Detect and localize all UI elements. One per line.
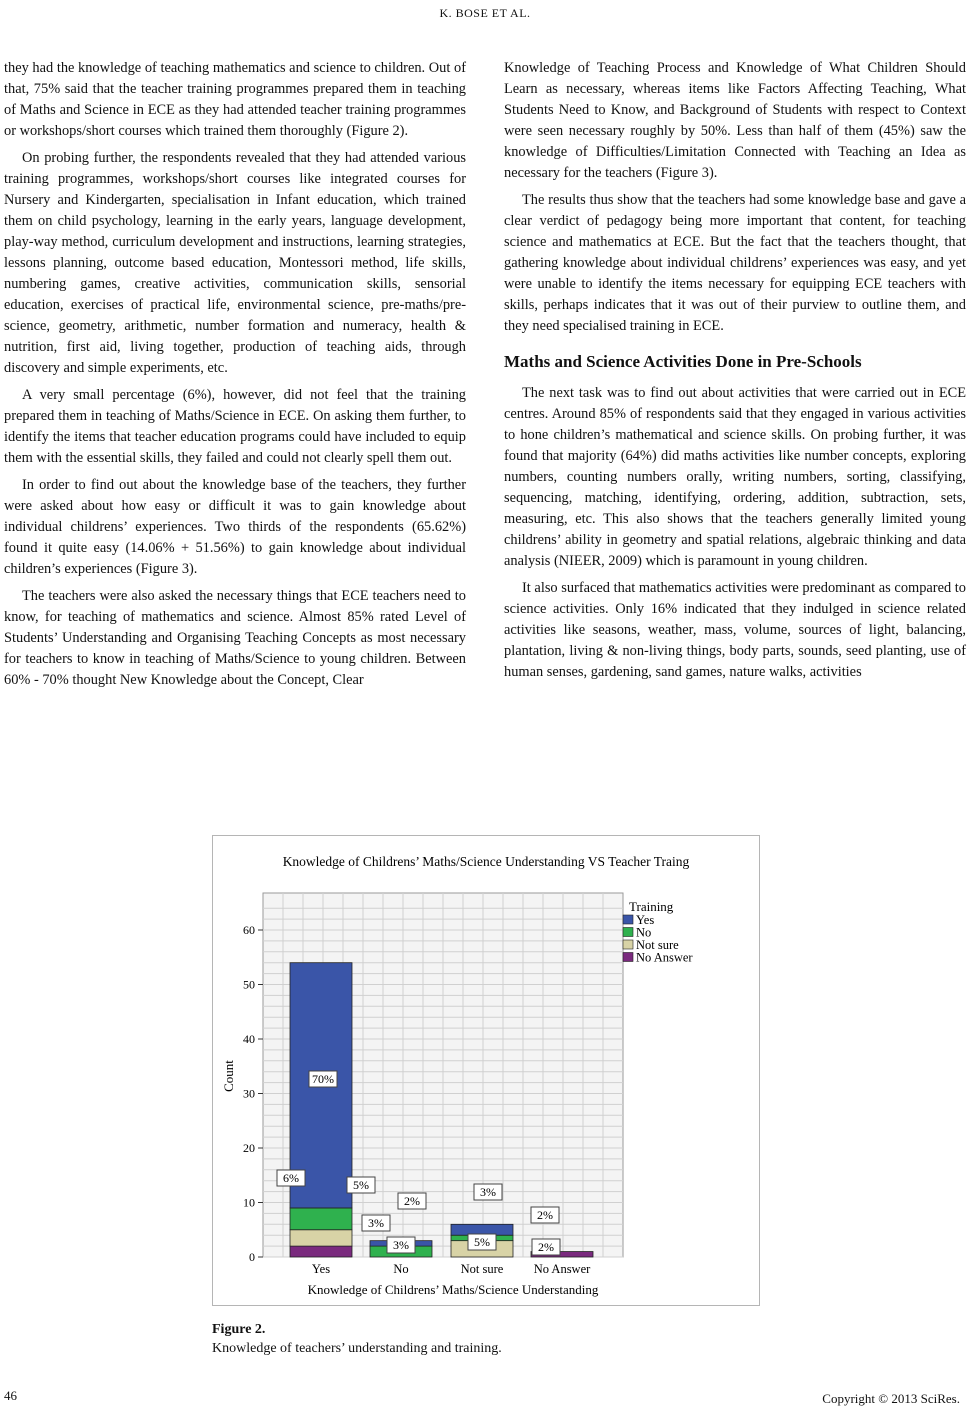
data-label: 2% bbox=[404, 1194, 420, 1208]
data-label: 5% bbox=[353, 1178, 369, 1192]
legend-label: Yes bbox=[636, 913, 655, 927]
right-paragraph-1: Knowledge of Teaching Process and Knowledge of What Children Should Learn as necessary, whereas items like Factors Affecting Teaching, What Students Need to Know, and Background of Students with respect to Context were seen necessary roughly by 50%. Less than half of them (45%) saw the knowledge of Difficulties/Limitation Connected with Teaching an Idea as necessary for the teachers (Figure 3). bbox=[504, 60, 966, 181]
data-label: 3% bbox=[480, 1185, 496, 1199]
y-tick-label: 30 bbox=[243, 1086, 255, 1101]
legend-label: No Answer bbox=[636, 950, 693, 965]
x-tick-label: No bbox=[393, 1262, 409, 1276]
x-tick-label: No Answer bbox=[533, 1262, 591, 1276]
figure-2-chart bbox=[212, 835, 760, 1306]
left-paragraph-3: A very small percentage (6%), however, did not feel that the training prepared them in teaching of Maths/Science in ECE. On asking them further, to identify the items that teacher education programs could have included to equip them with the essential skills, they failed and could not clearly spell them out. bbox=[4, 387, 466, 466]
legend-title: Training bbox=[629, 899, 674, 914]
y-tick-label: 10 bbox=[243, 1195, 255, 1210]
page-number: 46 bbox=[4, 1388, 17, 1403]
left-paragraph-1: they had the knowledge of teaching mathematics and science to children. Out of that, 75% said that the teacher training programmes prepared them in teaching of Maths and Science in ECE as they had attended teacher training programmes or workshops/short courses which trained them thoroughly (Figure 2). bbox=[4, 60, 466, 139]
y-tick-label: 50 bbox=[243, 977, 255, 992]
left-paragraph-4: In order to find out about the knowledge base of the teachers, they further were asked about how easy or difficult it was to gain knowledge about individual childrens’ experiences. Two thirds of the respondents (65.62%) found it quite easy (14.06% + 51.56%) to gain knowledge about individual children’s experiences (Figure 3). bbox=[4, 477, 466, 577]
left-paragraph-2: On probing further, the respondents revealed that they had attended various training programmes, workshops/short courses like integrated courses for Nursery and Kindergarten, specialisation in Infant education, which trained them on child psychology, learning in the early years, language development, play-way method, curriculum development and instructions, learning strategies, lessons planning, outcome based education, Montessori method, life skills, numbering games, creative activities, communication skills, sensorial education, exercises of practical life, environmental science, pre-maths/pre-science, geometry, arithmetic, number formation and numeracy, health & nutrition, first aid, living together, production of teaching aids, through discovery and simple experiments, etc. bbox=[4, 150, 466, 376]
figure-caption-text: Knowledge of teachers’ understanding and training. bbox=[212, 1341, 502, 1356]
y-tick-label: 40 bbox=[243, 1032, 255, 1046]
x-tick-label: Yes bbox=[311, 1262, 331, 1276]
bar-segment bbox=[290, 1208, 352, 1230]
right-column bbox=[504, 58, 966, 689]
y-tick-label: 60 bbox=[243, 923, 255, 937]
data-label: 3% bbox=[393, 1238, 409, 1252]
legend-swatch bbox=[623, 953, 633, 962]
figure-label: Figure 2. bbox=[212, 1322, 266, 1337]
legend-swatch bbox=[623, 928, 633, 937]
y-tick-label: 0 bbox=[249, 1250, 255, 1264]
data-label: 2% bbox=[537, 1208, 553, 1222]
data-label: 70% bbox=[312, 1072, 334, 1086]
y-tick-label: 20 bbox=[243, 1141, 255, 1155]
bar-segment bbox=[290, 1246, 352, 1257]
data-label: 5% bbox=[474, 1235, 490, 1249]
stacked-bar-chart bbox=[213, 836, 759, 1305]
bar-segment bbox=[290, 1230, 352, 1246]
right-paragraph-3: The next task was to find out about activities that were carried out in ECE centres. Around 85% of respondents said that they engaged in various activities to hone children’s mathematical and science skills. On probing further, it was found that majority (64%) did maths activities like number concepts, exploring numbers, counting numbers orally, writing numbers, sorting, classifying, sequencing, matching, identifying, ordering, addition, subtraction, sets, measuring, etc. This also shows that the teachers generally limited young childrens’ ability in geometry and spatial relations, algebraic thinking and data analysis (NIEER, 2009) which is paramount in young children. bbox=[504, 385, 966, 569]
section-heading: Maths and Science Activities Done in Pre-Schools bbox=[504, 352, 862, 371]
legend-swatch bbox=[623, 915, 633, 924]
copyright-notice: Copyright © 2013 SciRes. bbox=[822, 1391, 960, 1406]
figure-caption bbox=[212, 1320, 812, 1358]
legend-label: No bbox=[636, 925, 652, 940]
x-axis-label: Knowledge of Childrens’ Maths/Science Understanding bbox=[307, 1282, 599, 1297]
legend-swatch bbox=[623, 940, 633, 949]
data-label: 6% bbox=[283, 1171, 299, 1185]
chart-title: Knowledge of Childrens’ Maths/Science Understanding VS Teacher Traing bbox=[282, 854, 690, 869]
running-head: K. BOSE ET AL. bbox=[439, 6, 531, 20]
right-paragraph-2: The results thus show that the teachers had some knowledge base and gave a clear verdict of pedagogy being more important that content, for teaching science and mathematics at ECE. But the fact that the teachers thought, that gathering knowledge about individual childrens’ experiences was easy, and yet were unable to identify the items necessary for equipping ECE teachers with skills, perhaps indicates that it was out of their purview to outline them, and they need specialised training in ECE. bbox=[504, 192, 966, 334]
y-axis-label: Count bbox=[221, 1060, 236, 1092]
right-paragraph-4: It also surfaced that mathematics activities were predominant as compared to science activities. Only 16% indicated that they indulged in science related activities like seasons, weather, mass, volume, sources of light, balancing, plantation, living & non-living things, body parts, sounds, seed planting, use of human senses, gardening, sand games, nature walks, activities bbox=[504, 580, 966, 680]
left-column bbox=[4, 58, 466, 697]
data-label: 2% bbox=[538, 1240, 554, 1254]
data-label: 3% bbox=[368, 1216, 384, 1230]
left-paragraph-5: The teachers were also asked the necessary things that ECE teachers need to know, for teaching of mathematics and science. Almost 85% rated Level of Students’ Understanding and Organising Teaching Concepts as most necessary for teachers to know in teaching of Maths/Science to young children. Between 60% - 70% thought New Knowledge about the Concept, Clear bbox=[4, 588, 466, 688]
legend-label: Not sure bbox=[636, 938, 679, 952]
x-tick-label: Not sure bbox=[460, 1262, 504, 1276]
